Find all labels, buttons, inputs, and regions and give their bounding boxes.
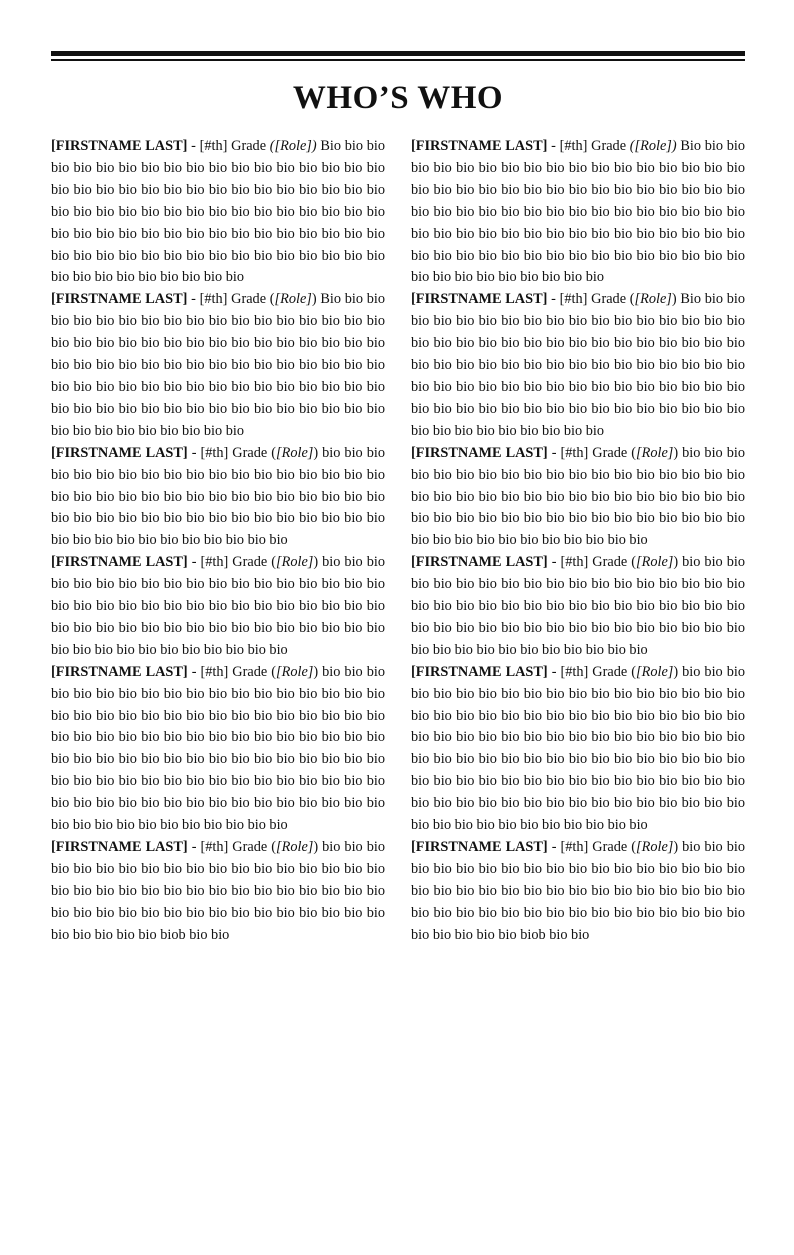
entry-separator: -: [187, 839, 201, 855]
bio-entry: [411, 136, 745, 289]
entry-role: [Role]: [276, 444, 314, 461]
entry-role-close: ): [673, 444, 679, 461]
entry-grade: [#th] Grade (: [199, 291, 275, 308]
entry-role: [Role]: [634, 291, 672, 308]
entry-name: [FIRSTNAME LAST]: [411, 138, 548, 154]
entry-role: [Role]: [274, 291, 312, 308]
entry-role-close: ): [673, 554, 679, 571]
entry-role-close: ): [313, 663, 319, 680]
entry-grade: [#th] Grade: [559, 138, 630, 154]
bio-entry: [411, 662, 745, 837]
entry-separator: -: [547, 554, 561, 571]
entry-role-open: (: [629, 138, 635, 154]
entry-role: [Role]: [276, 663, 314, 680]
entry-bio: Bio bio bio bio bio bio bio bio bio bio bio bio bio bio bio bio bio bio bio bio bio bio bio bio bio bio bio bio bio bio bio bio bio bio bio bio bio bio bio bio bio bio bio bio bio bio bio bio bio bio bio bio bio bio bio bio bio bio bio bio bio bio bio bio bio bio bio bio bio bio bio bio bio bio bio bio bio bio bio bio bio bio bio bio bio bio bio: [411, 138, 746, 286]
entry-role-close: ): [673, 839, 679, 855]
entry-name: [FIRSTNAME LAST]: [411, 444, 548, 461]
entry-bio: bio bio bio bio bio bio bio bio bio bio bio bio bio bio bio bio bio bio bio bio bio bio bio bio bio bio bio bio bio bio bio bio bio bio bio bio bio bio bio bio bio bio bio bio bio bio bio bio bio bio bio bio bio bio bio bio bio bio bio: [51, 554, 385, 658]
bio-entry: [411, 837, 745, 947]
entry-grade: [#th] Grade (: [200, 663, 277, 680]
entry-name: [FIRSTNAME LAST]: [51, 444, 188, 461]
entry-name: [FIRSTNAME LAST]: [51, 554, 188, 571]
entry-grade: [#th] Grade (: [560, 444, 637, 461]
entry-grade: [#th] Grade (: [560, 663, 637, 680]
bio-columns: [51, 136, 745, 947]
entry-separator: -: [547, 663, 561, 680]
entry-name: [FIRSTNAME LAST]: [411, 663, 548, 680]
entry-name: [FIRSTNAME LAST]: [51, 138, 188, 154]
entry-name: [FIRSTNAME LAST]: [411, 291, 548, 308]
entry-bio: bio bio bio bio bio bio bio bio bio bio bio bio bio bio bio bio bio bio bio bio bio bio bio bio bio bio bio bio bio bio bio bio bio bio bio bio bio bio bio bio bio bio bio bio bio bio bio bio bio bio bio bio bio bio bio bio bio bio bio: [411, 444, 745, 549]
entry-role-close: ): [671, 138, 677, 154]
entry-grade: [#th] Grade (: [560, 839, 637, 855]
entry-bio: bio bio bio bio bio bio bio bio bio bio bio bio bio bio bio bio bio bio bio bio bio bio bio bio bio bio bio bio bio bio bio bio bio bio bio bio bio bio bio bio bio bio bio bio bio bio bio bio bio bio bio bio bio biob bio bio: [411, 839, 745, 943]
entry-bio: bio bio bio bio bio bio bio bio bio bio bio bio bio bio bio bio bio bio bio bio bio bio bio bio bio bio bio bio bio bio bio bio bio bio bio bio bio bio bio bio bio bio bio bio bio bio bio bio bio bio bio bio bio bio bio bio bio bio bio bio bio bio bio bio bio bio bio bio bio bio bio bio bio bio bio bio bio bio bio bio bio bio bio bio bio bio bio bio bio bio bio bio bio bio bio bio bio bio bio bio bio bio bio bio: [411, 663, 745, 834]
entry-name: [FIRSTNAME LAST]: [51, 663, 188, 680]
entry-separator: -: [547, 444, 561, 461]
entry-grade: [#th] Grade (: [200, 554, 277, 571]
entry-grade: [#th] Grade (: [200, 839, 277, 855]
entry-role: [Role]: [636, 663, 674, 680]
entry-separator: -: [187, 444, 201, 461]
entry-role: [Role]: [636, 554, 674, 571]
entry-bio: bio bio bio bio bio bio bio bio bio bio bio bio bio bio bio bio bio bio bio bio bio bio bio bio bio bio bio bio bio bio bio bio bio bio bio bio bio bio bio bio bio bio bio bio bio bio bio bio bio bio bio bio bio bio bio bio bio bio bio bio bio bio bio bio bio bio bio bio bio bio bio bio bio bio bio bio bio bio bio bio bio bio bio bio bio bio bio bio bio bio bio bio bio bio bio bio bio bio bio bio bio bio bio bio: [51, 663, 385, 834]
entry-grade: [#th] Grade (: [200, 444, 277, 461]
entry-bio: bio bio bio bio bio bio bio bio bio bio bio bio bio bio bio bio bio bio bio bio bio bio bio bio bio bio bio bio bio bio bio bio bio bio bio bio bio bio bio bio bio bio bio bio bio bio bio bio bio bio bio bio bio biob bio bio: [51, 839, 385, 943]
entry-separator: -: [547, 839, 561, 855]
entry-bio: bio bio bio bio bio bio bio bio bio bio bio bio bio bio bio bio bio bio bio bio bio bio bio bio bio bio bio bio bio bio bio bio bio bio bio bio bio bio bio bio bio bio bio bio bio bio bio bio bio bio bio bio bio bio bio bio bio bio bio: [411, 554, 745, 658]
bio-entry: [51, 662, 385, 837]
entry-separator: -: [187, 554, 201, 571]
entry-bio: Bio bio bio bio bio bio bio bio bio bio bio bio bio bio bio bio bio bio bio bio bio bio bio bio bio bio bio bio bio bio bio bio bio bio bio bio bio bio bio bio bio bio bio bio bio bio bio bio bio bio bio bio bio bio bio bio bio bio bio bio bio bio bio bio bio bio bio bio bio bio bio bio bio bio bio bio bio bio bio bio bio bio bio bio bio bio bio: [411, 291, 746, 439]
entry-role-close: ): [311, 138, 317, 154]
entry-separator: -: [547, 138, 560, 154]
bio-entry: [51, 289, 385, 442]
entry-role-open: (: [269, 138, 275, 154]
bio-entry: [411, 289, 745, 442]
entry-separator: -: [187, 663, 201, 680]
entry-name: [FIRSTNAME LAST]: [51, 291, 188, 308]
entry-grade: [#th] Grade: [199, 138, 270, 154]
page-title: WHO’S WHO: [292, 80, 504, 116]
entry-role-close: ): [313, 444, 319, 461]
entry-separator: -: [547, 291, 560, 308]
entry-grade: [#th] Grade (: [559, 291, 635, 308]
entry-role: [Role]: [636, 444, 674, 461]
entry-separator: -: [187, 138, 200, 154]
entry-role: [Role]: [276, 839, 314, 855]
entry-role-close: ): [673, 663, 679, 680]
entry-role: [Role]: [634, 138, 672, 154]
entry-role-close: ): [671, 291, 677, 308]
entry-role: [Role]: [274, 138, 312, 154]
bio-entry: [51, 136, 385, 289]
column-left: [51, 136, 385, 947]
bio-entry: [411, 443, 745, 553]
header-rule-thin: [51, 59, 745, 61]
bio-entry: [51, 837, 385, 947]
entry-bio: Bio bio bio bio bio bio bio bio bio bio bio bio bio bio bio bio bio bio bio bio bio bio bio bio bio bio bio bio bio bio bio bio bio bio bio bio bio bio bio bio bio bio bio bio bio bio bio bio bio bio bio bio bio bio bio bio bio bio bio bio bio bio bio bio bio bio bio bio bio bio bio bio bio bio bio bio bio bio bio bio bio bio bio bio bio bio bio: [51, 138, 386, 286]
entry-name: [FIRSTNAME LAST]: [51, 839, 188, 855]
entry-name: [FIRSTNAME LAST]: [411, 839, 548, 855]
entry-role-close: ): [311, 291, 317, 308]
entry-bio: bio bio bio bio bio bio bio bio bio bio bio bio bio bio bio bio bio bio bio bio bio bio bio bio bio bio bio bio bio bio bio bio bio bio bio bio bio bio bio bio bio bio bio bio bio bio bio bio bio bio bio bio bio bio bio bio bio bio bio: [51, 444, 385, 549]
entry-role-close: ): [313, 839, 319, 855]
entry-role: [Role]: [636, 839, 674, 855]
entry-name: [FIRSTNAME LAST]: [411, 554, 548, 571]
entry-bio: Bio bio bio bio bio bio bio bio bio bio bio bio bio bio bio bio bio bio bio bio bio bio bio bio bio bio bio bio bio bio bio bio bio bio bio bio bio bio bio bio bio bio bio bio bio bio bio bio bio bio bio bio bio bio bio bio bio bio bio bio bio bio bio bio bio bio bio bio bio bio bio bio bio bio bio bio bio bio bio bio bio bio bio bio bio bio bio: [51, 291, 386, 439]
entry-role-close: ): [313, 554, 319, 571]
bio-entry: [51, 552, 385, 662]
entry-separator: -: [187, 291, 200, 308]
entry-grade: [#th] Grade (: [560, 554, 637, 571]
column-right: [411, 136, 745, 947]
header-rule-thick: [51, 51, 745, 56]
bio-entry: [411, 552, 745, 662]
bio-entry: [51, 443, 385, 553]
entry-role: [Role]: [276, 554, 314, 571]
